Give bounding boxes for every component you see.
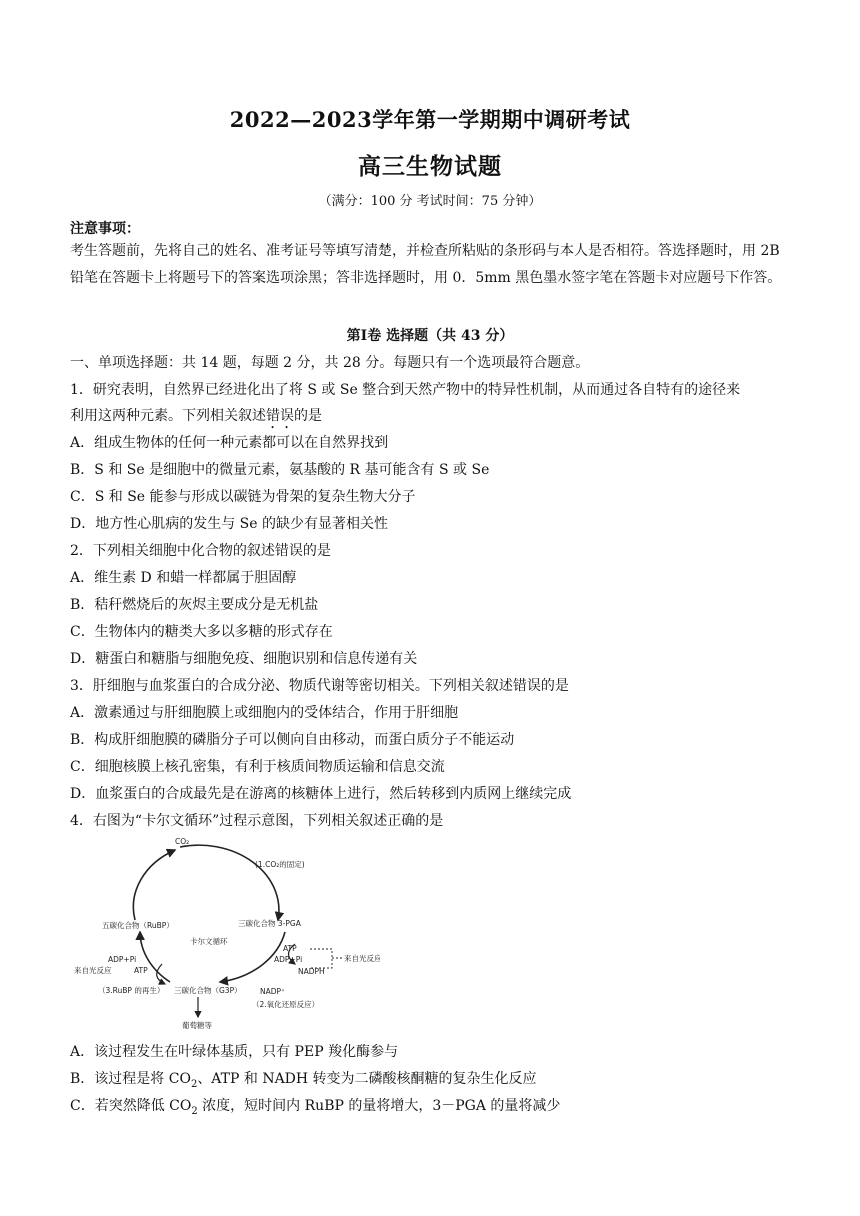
q3-stem: 3．肝细胞与血浆蛋白的合成分泌、物质代谢等密切相关。下列相关叙述错误的是 [70, 678, 569, 694]
q4-b-post: 、ATP 和 NADH 转变为二磷酸核酮糖的复杂生化反应 [197, 1071, 537, 1087]
q2-option-b: B．秸秆燃烧后的灰烬主要成分是无机盐 [70, 597, 319, 613]
q1-stem-line2 [70, 405, 322, 432]
q1-option-d: D．地方性心肌病的发生与 Se 的缺少有显著相关性 [70, 516, 388, 532]
q1-stem-emphasis: 错误 [266, 408, 294, 424]
fig-adp2: ADP+Pi [108, 955, 137, 964]
calvin-cycle-figure [70, 832, 380, 1032]
fig-g3p: 三碳化合物（G3P） [174, 986, 242, 995]
q4-b-sub: 2 [190, 1078, 198, 1090]
fig-step2: （2.氧化还原反应） [252, 1000, 320, 1009]
q4-option-c [70, 1095, 560, 1117]
fig-cycle: 卡尔文循环 [190, 937, 228, 946]
light-bracket [310, 949, 332, 968]
q4-c-pre: C．若突然降低 CO [70, 1098, 192, 1114]
fig-light2: 来自光反应 [74, 966, 112, 975]
q4-stem: 4．右图为“卡尔文循环”过程示意图，下列相关叙述正确的是 [70, 813, 444, 829]
q3-option-b: B．构成肝细胞膜的磷脂分子可以侧向自由移动，而蛋白质分子不能运动 [70, 732, 515, 748]
q1-stem-post: 的是 [294, 408, 322, 424]
q1-stem-pre: 利用这两种元素。下列相关叙述 [70, 408, 266, 424]
q1-option-b: B．S 和 Se 是细胞中的微量元素，氨基酸的 R 基可能含有 S 或 Se [70, 462, 490, 478]
cycle-arc-top-left [133, 850, 175, 920]
fig-adp1: ADP+Pi [274, 955, 303, 964]
q3-option-d: D．血浆蛋白的合成最先是在游离的核糖体上进行，然后转移到内质网上继续完成 [70, 786, 572, 802]
cycle-arc-top-right [180, 845, 279, 920]
fig-nadp: NADP⁺ [260, 987, 285, 996]
exam-info: （满分：100 分 考试时间：75 分钟） [318, 194, 542, 209]
q2-option-a: A．维生素 D 和蜡一样都属于胆固醇 [70, 570, 297, 586]
section-title: 第Ⅰ卷 选择题（共 43 分） [346, 328, 514, 344]
fig-regen: （3.RuBP 的再生） [98, 986, 165, 995]
q2-stem: 2．下列相关细胞中化合物的叙述错误的是 [70, 543, 331, 559]
fig-pga: 三碳化合物 3-PGA [238, 919, 301, 928]
calvin-cycle-diagram [70, 832, 380, 1032]
q4-option-a: A．该过程发生在叶绿体基质，只有 PEP 羧化酶参与 [70, 1044, 399, 1060]
fig-atp2: ATP [134, 966, 148, 975]
section-instruction: 一、单项选择题：共 14 题，每题 2 分，共 28 分。每题只有一个选项最符合题意。 [70, 355, 590, 371]
fig-step1: (1.CO₂的固定) [255, 860, 305, 869]
q1-option-c: C．S 和 Se 能参与形成以碳链为骨架的复杂生物大分子 [70, 489, 416, 505]
fig-rubp: 五碳化合物（RuBP） [102, 921, 174, 930]
fig-co2: CO₂ [175, 837, 190, 846]
q2-option-c: C．生物体内的糖类大多以多糖的形式存在 [70, 624, 333, 640]
notice-text: 考生答题前，先将自己的姓名、准考证号等填写清楚，并检查所粘贴的条形码与本人是否相符。答选择题时，用 2B 铅笔在答题卡上将题号下的答案选项涂黑；答非选择题时，用 0．5mm 黑色墨水签字笔在答题卡对应题号下作答。 [70, 243, 782, 286]
fig-nadph: NADPH [298, 967, 325, 976]
q4-b-pre: B．该过程是将 CO [70, 1071, 191, 1087]
q3-option-a: A．激素通过与肝细胞膜上或细胞内的受体结合，作用于肝细胞 [70, 705, 459, 721]
q4-option-b [70, 1068, 537, 1090]
q4-c-post: 浓度，短时间内 RuBP 的量将增大，3－PGA 的量将减少 [197, 1098, 561, 1114]
fig-atp1: ATP [283, 944, 297, 953]
fig-glucose: 葡萄糖等 [182, 1021, 212, 1030]
q4-c-sub: 2 [191, 1105, 198, 1117]
q1-option-a: A．组成生物体的任何一种元素都可以在自然界找到 [70, 435, 389, 451]
fig-light1: 来自光反应 [344, 954, 380, 963]
exam-subtitle: 高三生物试题 [358, 153, 502, 180]
exam-title: 2022—2023学年第一学期期中调研考试 [229, 107, 631, 132]
notice-heading: 注意事项： [70, 221, 140, 237]
q1-stem-line1: 1．研究表明，自然界已经进化出了将 S 或 Se 整合到天然产物中的特异性机制，从而通过各自特有的途径来 [70, 382, 741, 398]
q3-option-c: C．细胞核膜上核孔密集，有利于核质间物质运输和信息交流 [70, 759, 445, 775]
q2-option-d: D．糖蛋白和糖脂与细胞免疫、细胞识别和信息传递有关 [70, 651, 418, 667]
